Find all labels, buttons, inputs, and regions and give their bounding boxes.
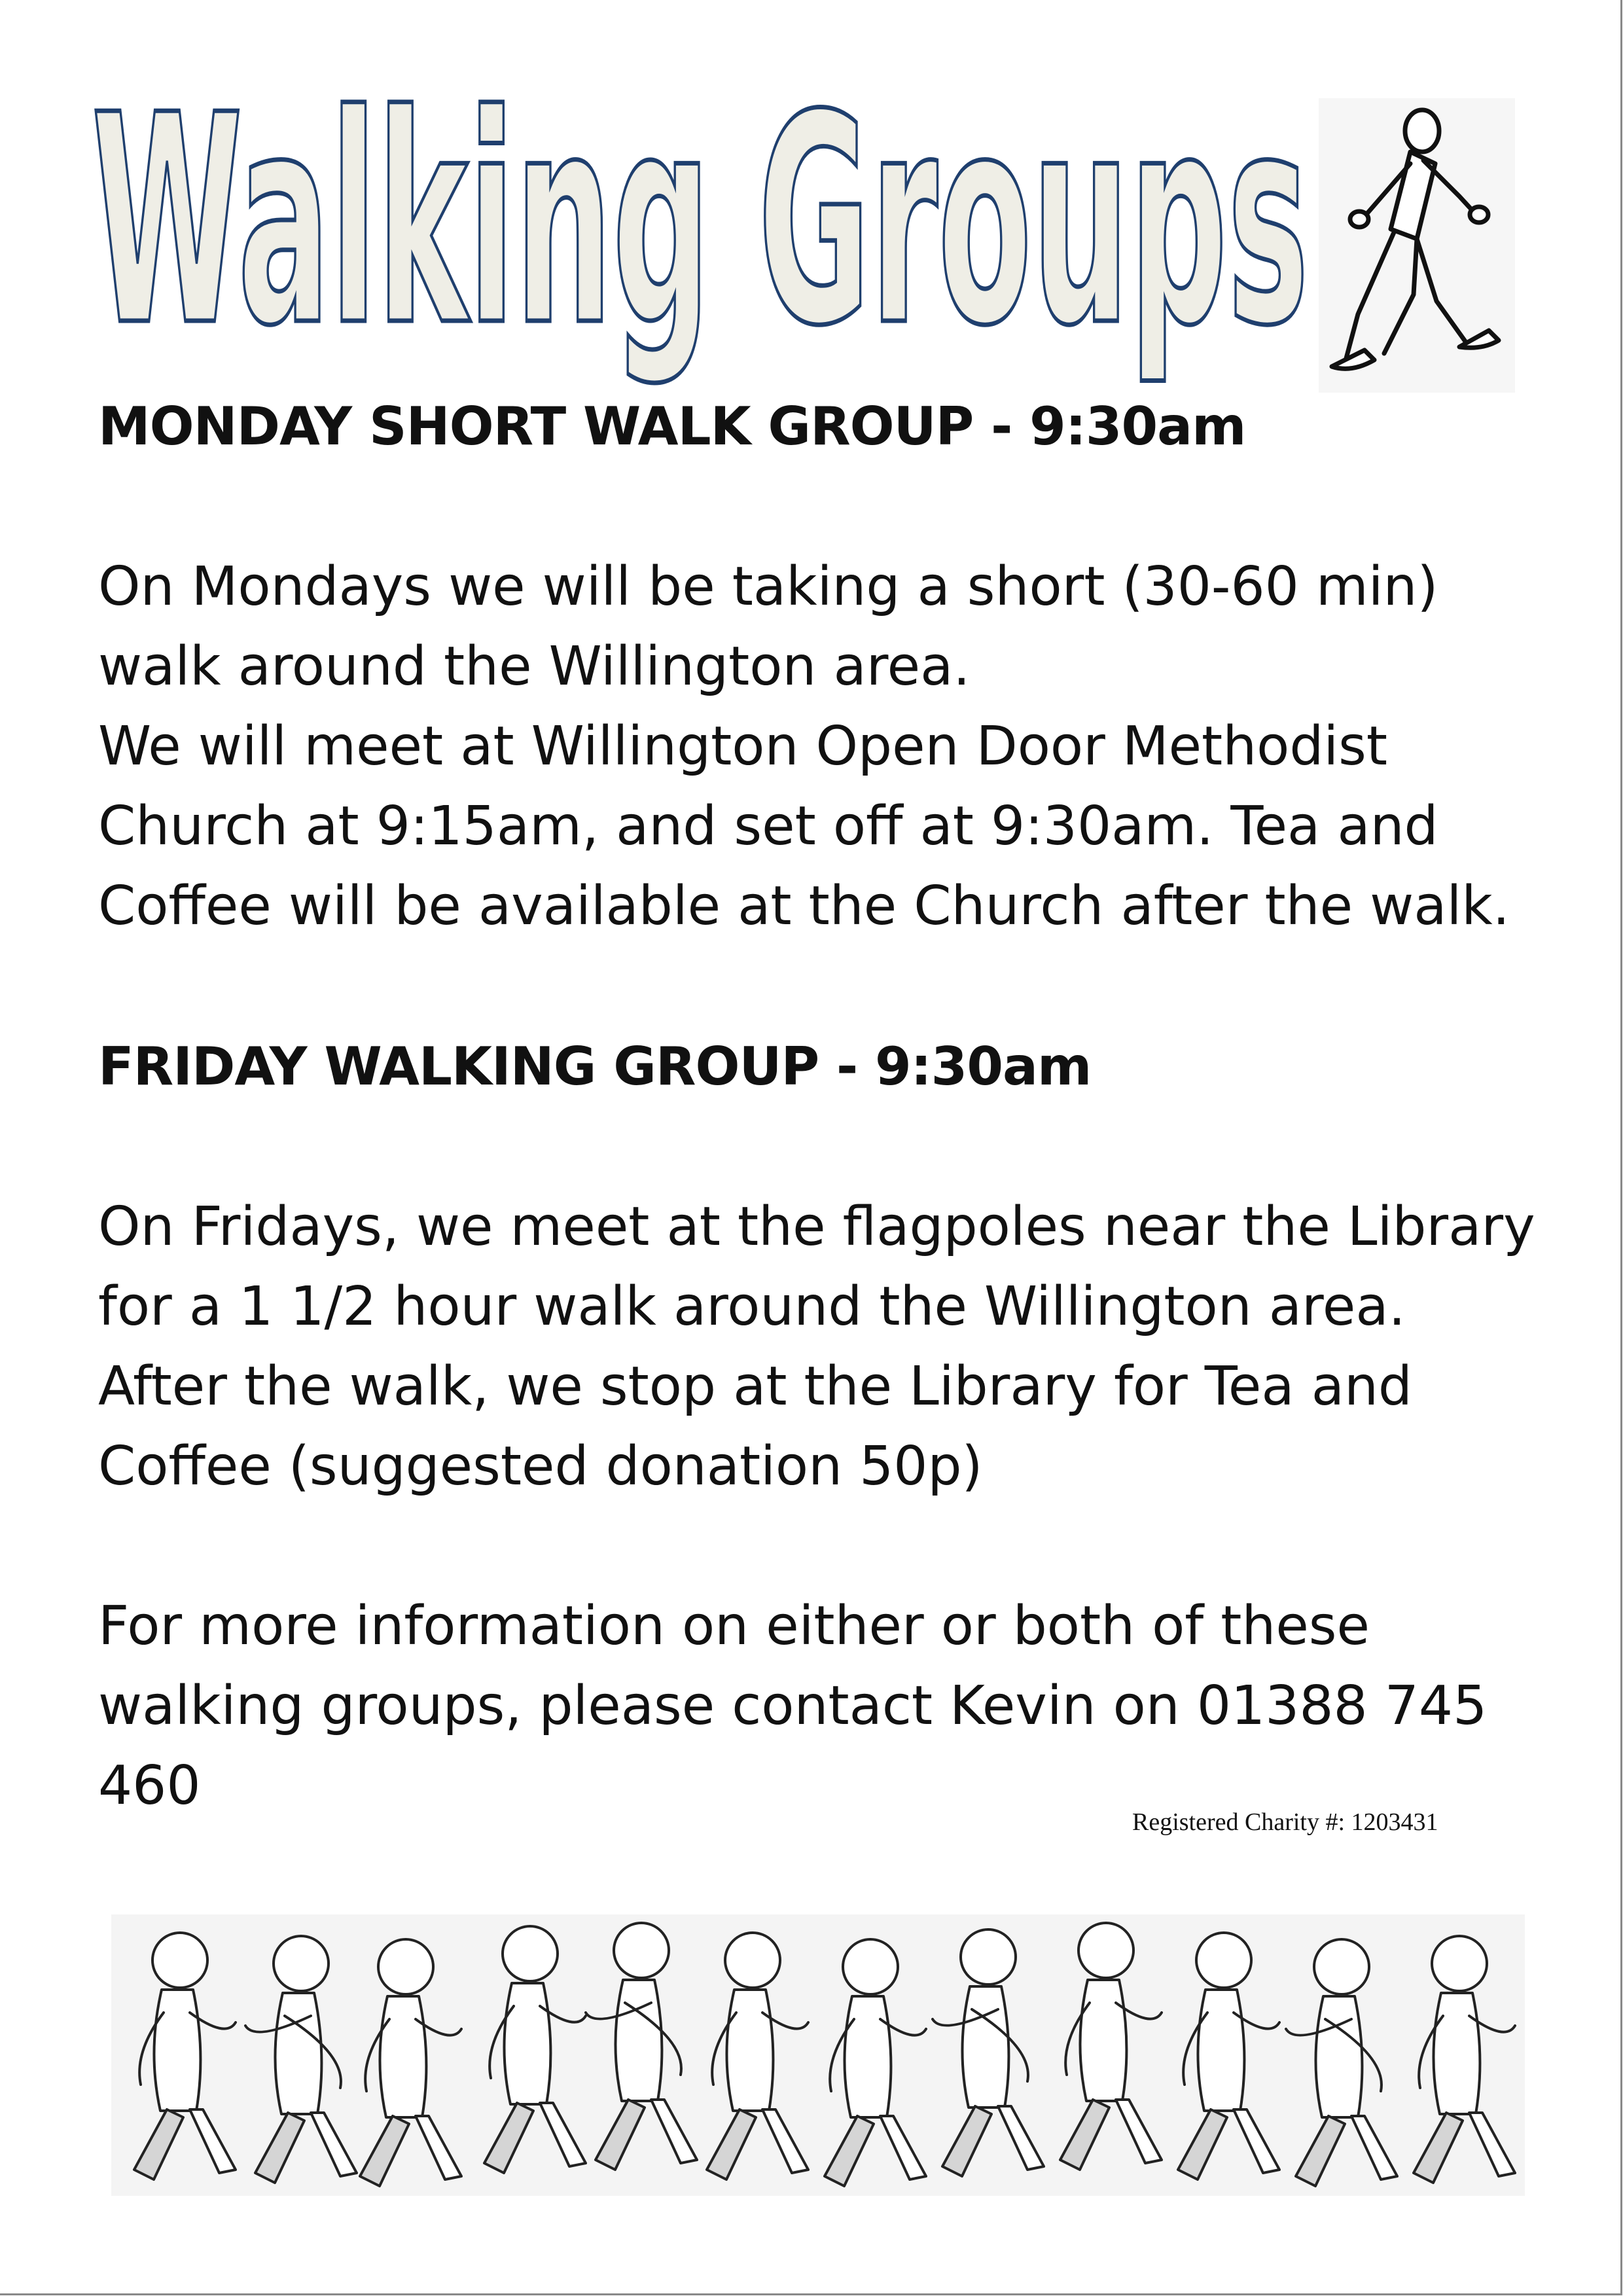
walking-figure [707, 1933, 808, 2179]
contact-line: For more information on either or both of these [98, 1595, 1370, 1657]
walking-figure [360, 1939, 461, 2186]
friday-line: On Fridays, we meet at the flagpoles near the Library [98, 1196, 1535, 1258]
friday-heading: FRIDAY WALKING GROUP - 9:30am [98, 1036, 1092, 1097]
friday-line: Coffee (suggested donation 50p) [98, 1435, 983, 1498]
walking-figure [484, 1926, 586, 2173]
contact-line: walking groups, please contact Kevin on 01388 745 [98, 1675, 1488, 1737]
monday-line: On Mondays we will be taking a short (30-60 min) [98, 556, 1438, 618]
walking-figure [586, 1923, 697, 2170]
walking-figure [1286, 1939, 1397, 2186]
contact-line: 460 [98, 1755, 201, 1817]
title-text: Walking Groups [92, 85, 1309, 389]
poster-title [92, 85, 1322, 393]
walking-figure [245, 1936, 357, 2183]
charity-number: Registered Charity #: 1203431 [1132, 1808, 1438, 1836]
monday-line: walk around the Willington area. [98, 636, 971, 698]
monday-heading: MONDAY SHORT WALK GROUP - 9:30am [98, 396, 1246, 457]
walking-crowd-illustration [111, 1914, 1525, 2196]
friday-line: After the walk, we stop at the Library for Tea and [98, 1355, 1412, 1418]
walking-figure [825, 1939, 926, 2186]
monday-line: Church at 9:15am, and set off at 9:30am. Tea and [98, 795, 1438, 857]
walking-figure [1060, 1923, 1162, 2170]
walking-figure [933, 1929, 1044, 2176]
monday-line: Coffee will be available at the Church after the walk. [98, 875, 1510, 937]
walking-figure [1414, 1936, 1515, 2183]
monday-line: We will meet at Willington Open Door Methodist [98, 715, 1388, 778]
walking-man-icon [1319, 98, 1515, 393]
walking-figure [1178, 1933, 1279, 2179]
walking-figure [134, 1933, 236, 2179]
poster-body [98, 386, 1538, 1826]
friday-line: for a 1 1/2 hour walk around the Willington area. [98, 1276, 1406, 1338]
